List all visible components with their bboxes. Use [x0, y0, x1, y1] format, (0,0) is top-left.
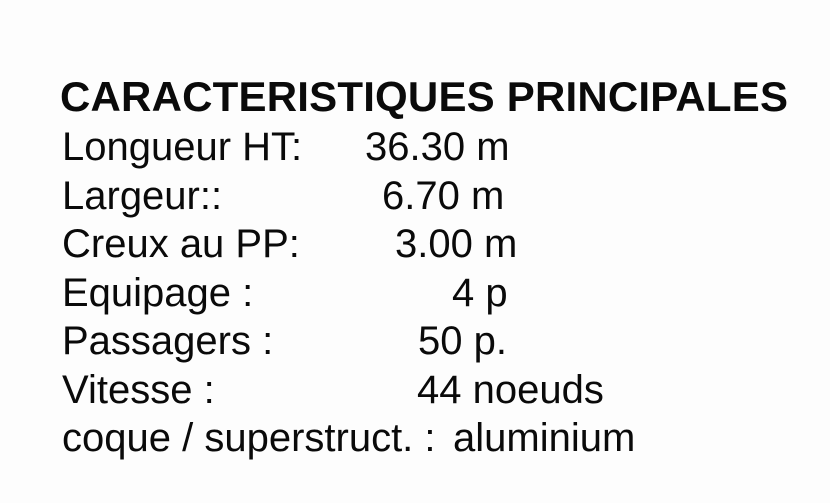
spec-label: Passagers :	[62, 319, 274, 363]
spec-value: 44 noeuds	[417, 367, 604, 412]
spec-label: Longueur HT:	[62, 125, 303, 169]
spec-sheet-title: CARACTERISTIQUES PRINCIPALES	[60, 73, 789, 120]
spec-row-coque-superstructure	[62, 414, 802, 463]
spec-label: Creux au PP:	[62, 222, 300, 266]
spec-rows	[62, 123, 802, 463]
spec-row-creux	[62, 220, 802, 269]
spec-value: 50 p.	[418, 319, 507, 363]
spec-row-passagers	[62, 317, 802, 366]
spec-label: Vitesse :	[62, 367, 215, 412]
spec-value: 4 p	[452, 270, 508, 315]
spec-row-equipage	[62, 269, 802, 318]
spec-value: aluminium	[453, 416, 636, 460]
spec-row-longueur	[62, 123, 802, 172]
spec-row-vitesse	[62, 366, 802, 415]
spec-row-largeur	[62, 172, 802, 221]
spec-label: Equipage :	[62, 270, 254, 315]
spec-value: 6.70 m	[382, 173, 505, 218]
spec-value: 36.30 m	[365, 125, 510, 169]
spec-label: coque / superstruct. :	[62, 416, 436, 460]
spec-value: 3.00 m	[395, 222, 518, 266]
spec-label: Largeur::	[62, 173, 223, 218]
